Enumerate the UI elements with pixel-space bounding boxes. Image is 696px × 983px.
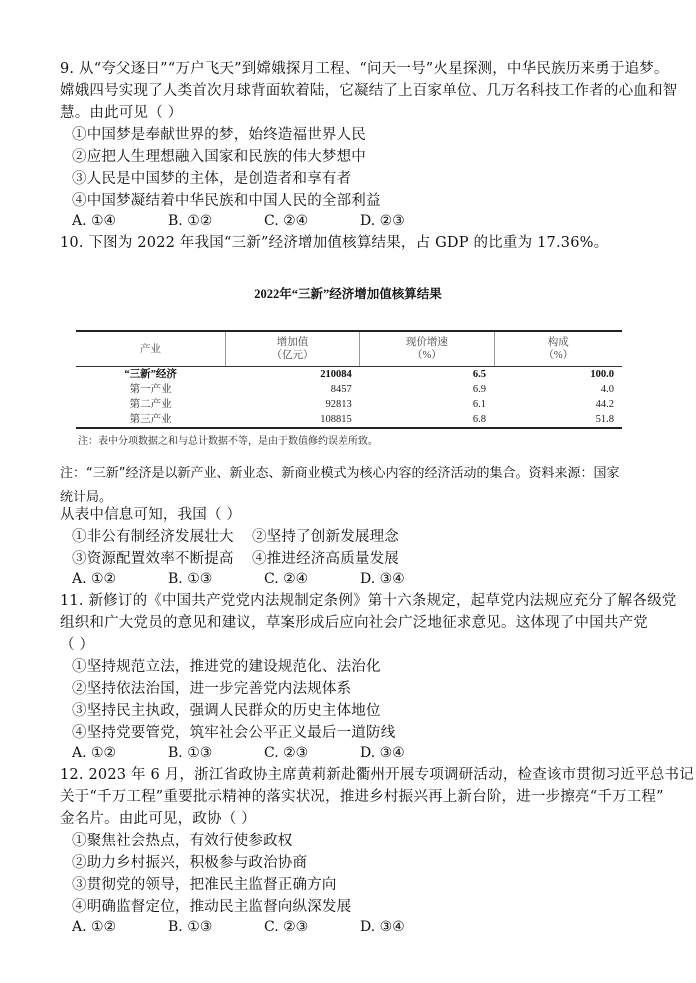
q10-note-line2: 统计局。 xyxy=(60,490,113,505)
table-row xyxy=(76,397,622,412)
header-value-unit: （亿元） xyxy=(271,350,314,361)
q10-option-c[interactable]: C. ②④ xyxy=(264,571,309,587)
header-industry-label: 产业 xyxy=(139,343,161,355)
q10-note-line1: 注：“三新”经济是以新产业、新业态、新商业模式为核心内容的经济活动的集合。资料来源：国家 xyxy=(60,466,620,481)
q11-item-2: ②坚持依法治国，进一步完善党内法规体系 xyxy=(72,681,352,697)
q12-option-b[interactable]: B. ①③ xyxy=(168,919,213,935)
row-value: 210084 xyxy=(320,369,352,380)
q9-options xyxy=(72,210,456,232)
q12-options xyxy=(72,916,456,938)
table-row xyxy=(76,412,622,428)
q9-option-d[interactable]: D. ②③ xyxy=(360,213,405,229)
q12-option-d[interactable]: D. ③④ xyxy=(360,919,405,935)
q9-stem-line3: 慧。由此可见（ ） xyxy=(60,105,183,121)
row-share: 100.0 xyxy=(590,369,614,380)
q11-stem-line1: 11. 新修订的《中国共产党党内法规制定条例》第十六条规定，起草党内法规应充分了解各级党 xyxy=(60,593,677,609)
q10-stem-line1: 10. 下图为 2022 年我国“三新”经济增加值核算结果，占 GDP 的比重为 17.36%。 xyxy=(60,235,609,251)
q10-item-4: ④推进经济高质量发展 xyxy=(252,551,399,567)
q11-option-d[interactable]: D. ③④ xyxy=(360,745,405,761)
table-title: 2022年“三新”经济增加值核算结果 xyxy=(254,287,442,301)
header-growth-unit: （%） xyxy=(411,350,442,361)
q9-item-4: ④中国梦凝结着中华民族和中国人民的全部利益 xyxy=(72,193,381,209)
row-growth: 6.8 xyxy=(360,412,494,428)
q9-item-3: ③人民是中国梦的主体，是创造者和享有者 xyxy=(72,171,352,187)
q10-option-b[interactable]: B. ①③ xyxy=(168,571,213,587)
q9-stem-line1: 9. 从“夸父逐日”“万户飞天”到嫦娥探月工程、“问天一号”火星探测，中华民族历来勇于追梦。 xyxy=(60,61,669,77)
q10-stem: 从表中信息可知，我国（ ） xyxy=(60,507,242,523)
header-industry xyxy=(76,331,225,367)
q12-stem-line3: 金名片。由此可见，政协（ ） xyxy=(60,811,256,827)
q9-option-b[interactable]: B. ①② xyxy=(168,213,213,229)
q9-option-a[interactable]: A. ①④ xyxy=(72,213,117,229)
table-footnote: 注：表中分项数据之和与总计数据不等，是由于数值修约误差所致。 xyxy=(78,436,378,447)
table-row xyxy=(76,367,622,383)
q11-item-4: ④坚持党要管党，筑牢社会公平正义最后一道防线 xyxy=(72,725,396,741)
table-header-row xyxy=(76,331,622,367)
q11-option-a[interactable]: A. ①② xyxy=(72,745,117,761)
row-share: 44.2 xyxy=(595,399,614,410)
q12-stem-line1: 12. 2023 年 6 月，浙江省政协主席黄莉新赴衢州开展专项调研活动，检查该市贯彻习近平总书记 xyxy=(60,767,694,783)
q11-options xyxy=(72,742,456,764)
row-share: 4.0 xyxy=(600,384,614,395)
q11-item-1: ①坚持规范立法，推进党的建设规范化、法治化 xyxy=(72,659,381,675)
header-value xyxy=(225,331,359,367)
q11-stem-line3: （ ） xyxy=(60,637,95,653)
header-growth-label: 现价增速 xyxy=(405,337,448,348)
q12-item-1: ①聚焦社会热点，有效行使参政权 xyxy=(72,833,293,849)
economy-table xyxy=(76,330,622,429)
q9-item-1: ①中国梦是奉献世界的梦，始终造福世界人民 xyxy=(72,127,366,143)
q10-item-3: ③资源配置效率不断提高 xyxy=(72,551,234,567)
row-share: 51.8 xyxy=(494,412,622,428)
header-value-label: 增加值 xyxy=(276,337,309,348)
q10-option-a[interactable]: A. ①② xyxy=(72,571,117,587)
row-name: 第一产业 xyxy=(129,384,172,395)
q11-option-c[interactable]: C. ②③ xyxy=(264,745,309,761)
row-value: 8457 xyxy=(330,384,352,395)
q12-item-3: ③贯彻党的领导，把准民主监督正确方向 xyxy=(72,877,337,893)
row-growth: 6.9 xyxy=(472,384,486,395)
row-growth: 6.1 xyxy=(472,399,486,410)
q12-option-a[interactable]: A. ①② xyxy=(72,919,117,935)
q9-item-2: ②应把人生理想融入国家和民族的伟大梦想中 xyxy=(72,149,366,165)
q11-option-b[interactable]: B. ①③ xyxy=(168,745,213,761)
q10-item-2: ②坚持了创新发展理念 xyxy=(252,529,399,545)
q12-option-c[interactable]: C. ②③ xyxy=(264,919,309,935)
row-growth: 6.5 xyxy=(472,369,486,380)
row-value: 92813 xyxy=(325,399,352,410)
q10-option-d[interactable]: D. ③④ xyxy=(360,571,405,587)
q12-stem-line2: 关于“千万工程”重要批示精神的落实状况，推进乡村振兴再上新台阶，进一步擦亮“千万工程” xyxy=(60,789,664,805)
header-growth xyxy=(360,331,494,367)
q10-options xyxy=(72,568,456,590)
row-name: “三新”经济 xyxy=(124,369,177,380)
q10-item-1: ①非公有制经济发展壮大 xyxy=(72,529,234,545)
q12-item-4: ④明确监督定位，推动民主监督向纵深发展 xyxy=(72,899,352,915)
row-name: 第三产业 xyxy=(76,412,225,428)
table-row xyxy=(76,382,622,397)
q11-stem-line2: 组织和广大党员的意见和建议，草案形成后应向社会广泛地征求意见。这体现了中国共产党 xyxy=(60,615,648,631)
q9-option-c[interactable]: C. ②④ xyxy=(264,213,309,229)
row-value: 108815 xyxy=(225,412,359,428)
header-share-unit: （%） xyxy=(543,350,574,361)
row-name: 第二产业 xyxy=(129,399,172,410)
q11-item-3: ③坚持民主执政，强调人民群众的历史主体地位 xyxy=(72,703,381,719)
header-share xyxy=(494,331,622,367)
header-share-label: 构成 xyxy=(547,337,569,348)
q12-item-2: ②助力乡村振兴，积极参与政治协商 xyxy=(72,855,308,871)
q9-stem-line2: 嫦娥四号实现了人类首次月球背面软着陆，它凝结了上百家单位、几万名科技工作者的心血和智 xyxy=(60,83,678,99)
